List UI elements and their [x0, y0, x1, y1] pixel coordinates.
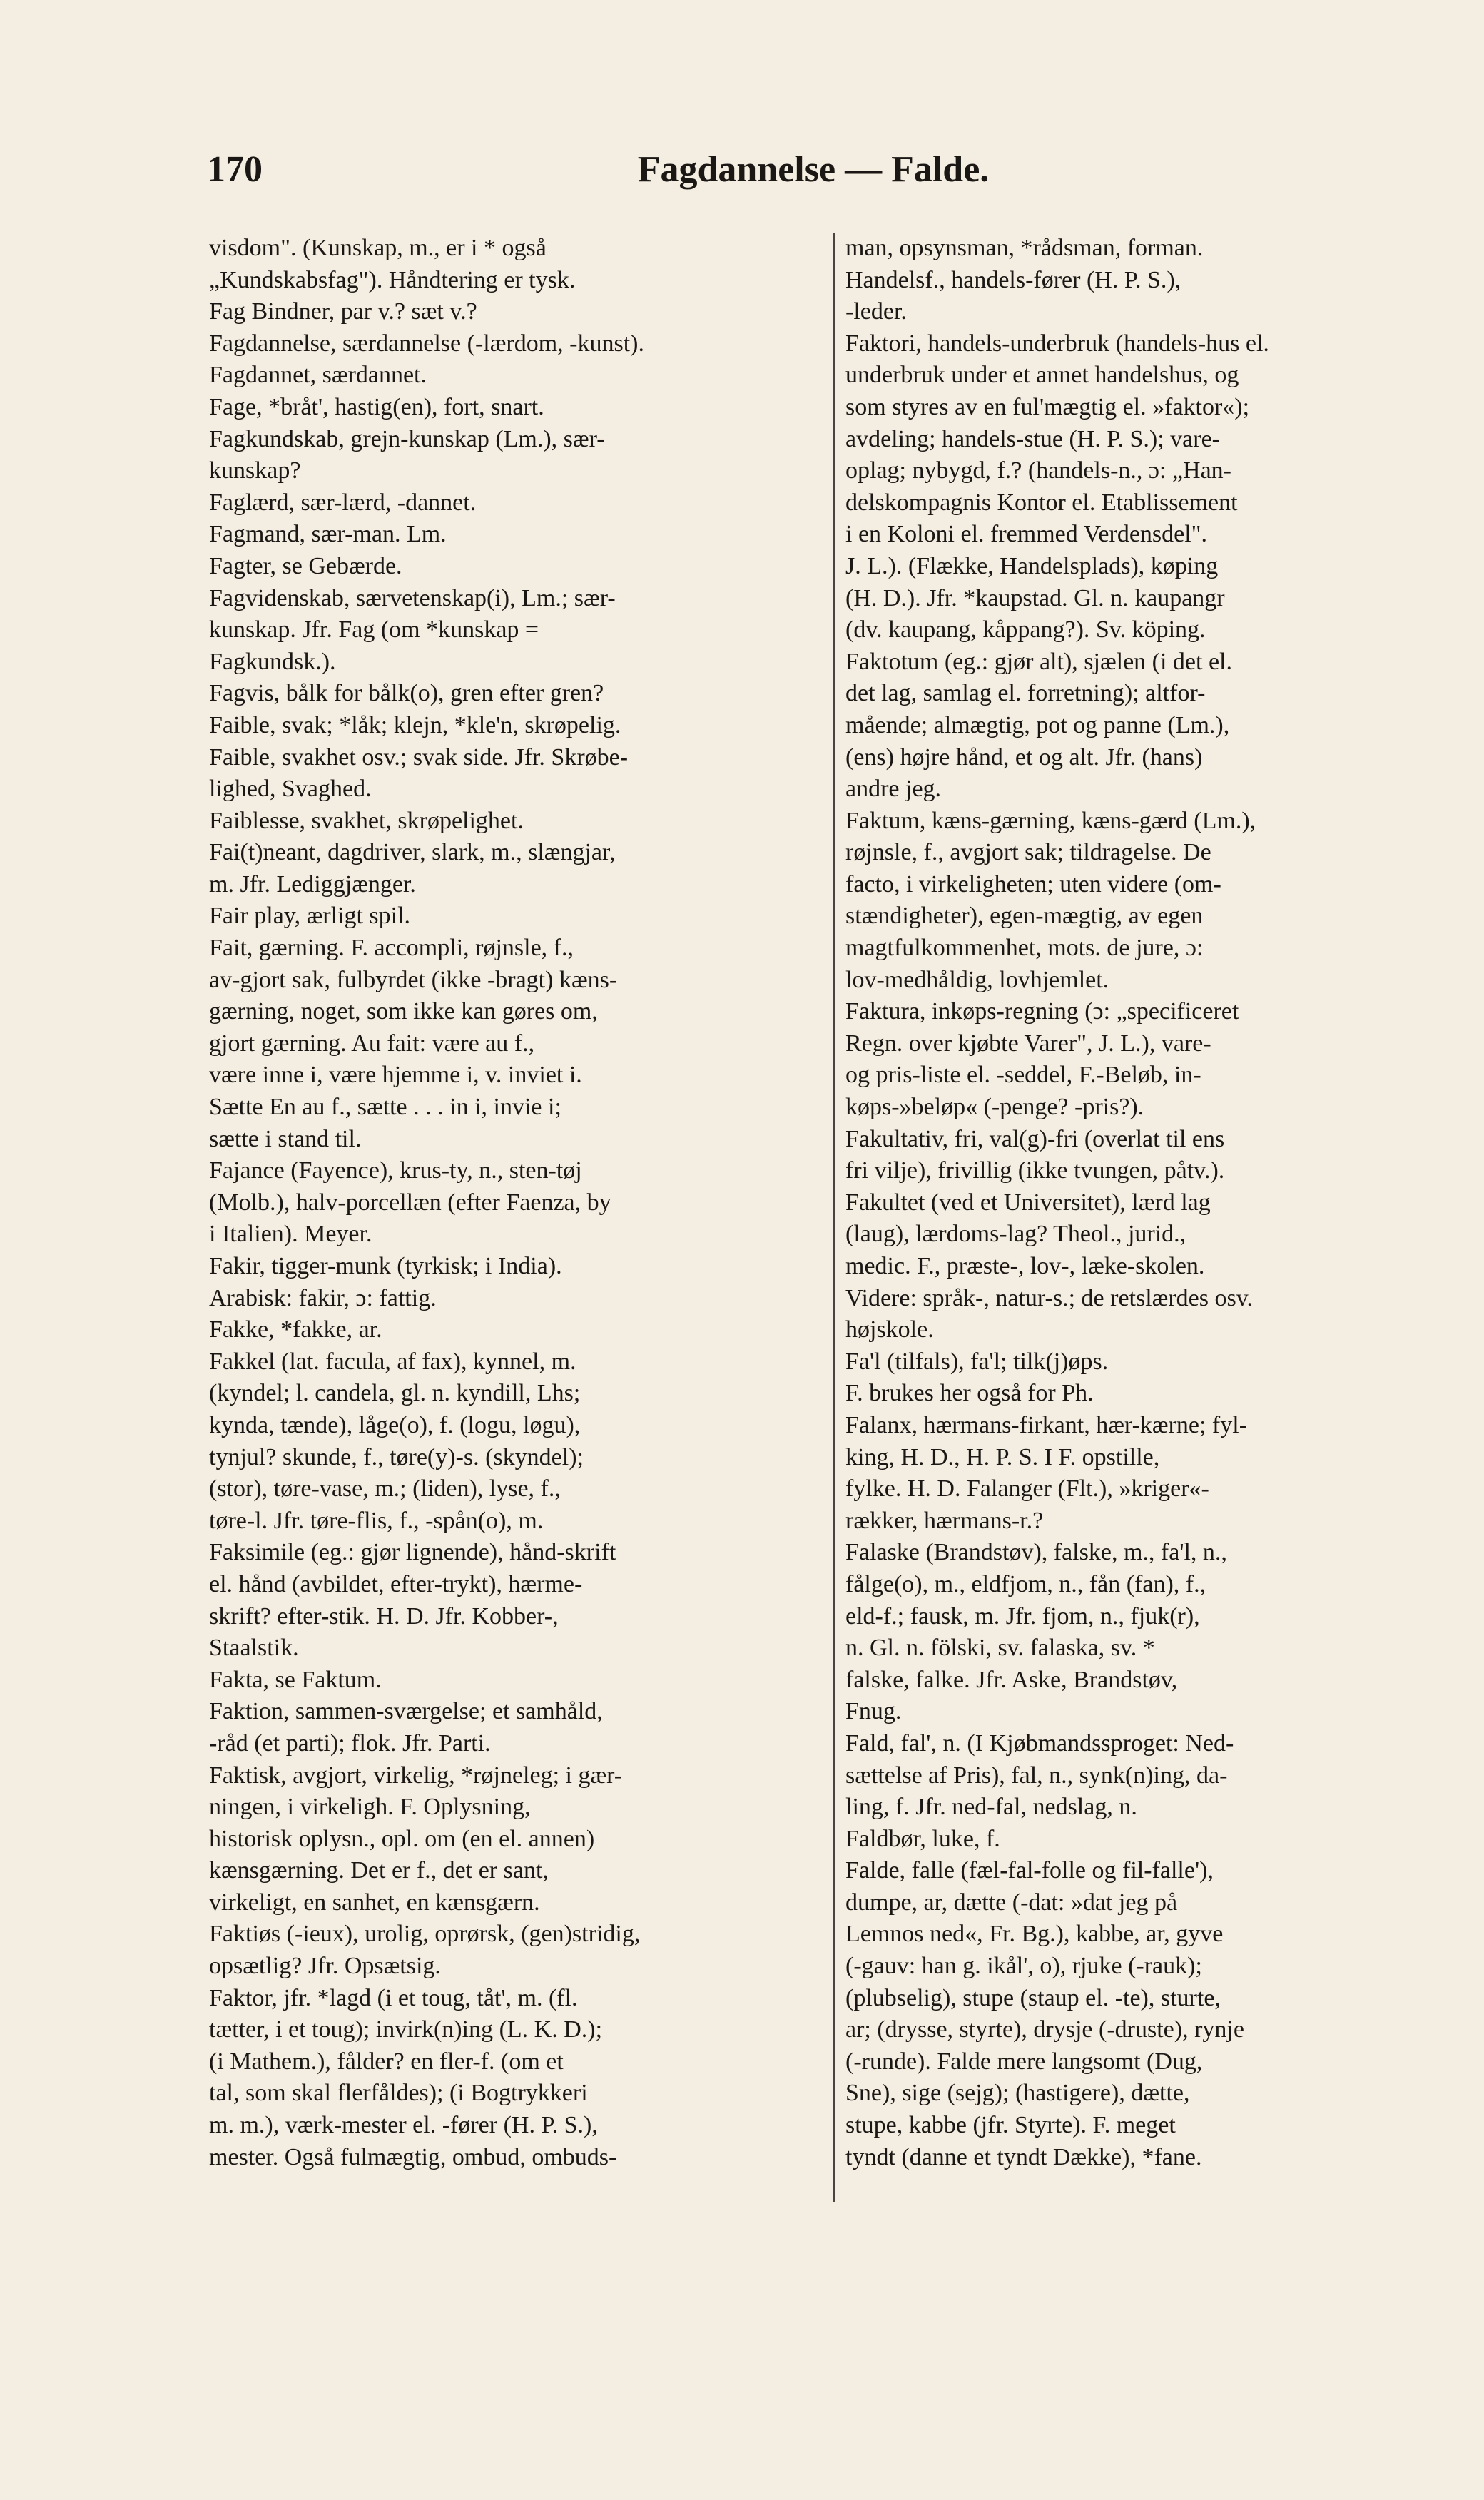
text-line: Fage, *bråt', hastig(en), fort, snart.	[209, 393, 544, 420]
text-line: dumpe, ar, dætte (-dat: »dat jeg på	[845, 1889, 1178, 1916]
text-line: (laug), lærdoms-lag? Theol., jurid.,	[845, 1221, 1186, 1248]
text-line: magtfulkommenhet, mots. de jure, ɔ:	[845, 935, 1204, 962]
text-line: Faktura, inkøps-regning (ɔ: „specificeret	[845, 998, 1239, 1025]
text-line: Fagvidenskab, særvetenskap(i), Lm.; sær-	[209, 584, 616, 611]
text-line: (stor), tøre-vase, m.; (liden), lyse, f.,	[209, 1475, 561, 1503]
text-line: Faiblesse, svakhet, skrøpelighet.	[209, 807, 524, 834]
text-line: i en Koloni el. fremmed Verdensdel".	[845, 521, 1208, 548]
text-line: J. L.). (Flække, Handelsplads), køping	[845, 552, 1219, 579]
text-line: Lemnos ned«, Fr. Bg.), kabbe, ar, gyve	[845, 1921, 1224, 1948]
text-line: (plubselig), stupe (staup el. -te), sturte,	[845, 1984, 1221, 2011]
text-line: Faktum, kæns-gærning, kæns-gærd (Lm.),	[845, 807, 1256, 834]
text-line: facto, i virkeligheten; uten videre (om-	[845, 870, 1221, 898]
text-line: tyndt (danne et tyndt Dække), *fane.	[845, 2143, 1202, 2170]
text-line: det lag, samlag el. forretning); altfor-	[845, 680, 1206, 707]
text-line: fylke. H. D. Falanger (Flt.), »kriger«-	[845, 1475, 1209, 1503]
text-line: (i Mathem.), fålder? en fler-f. (om et	[209, 2048, 564, 2075]
text-line: lighed, Svaghed.	[209, 776, 372, 803]
text-line: Fakir, tigger-munk (tyrkisk; i India).	[209, 1253, 562, 1279]
text-line: (kyndel; l. candela, gl. n. kyndill, Lhs;	[209, 1380, 581, 1407]
text-line: Fakta, se Faktum.	[209, 1666, 382, 1693]
text-line: sættelse af Pris), fal, n., synk(n)ing, da-	[845, 1762, 1228, 1789]
text-line: Faglærd, sær-lærd, -dannet.	[209, 489, 477, 516]
text-line: højskole.	[845, 1316, 934, 1343]
text-line: Faksimile (eg.: gjør lignende), hånd-skrift	[209, 1539, 616, 1566]
text-line: tynjul? skunde, f., tøre(y)-s. (skyndel);	[209, 1443, 584, 1470]
text-line: Fagmand, sær-man. Lm.	[209, 521, 447, 548]
left-column	[209, 233, 830, 2173]
text-line: gærning, noget, som ikke kan gøres om,	[209, 998, 598, 1025]
page-title: Fagdannelse — Falde.	[637, 149, 990, 190]
text-line: ningen, i virkeligh. F. Oplysning,	[209, 1794, 531, 1821]
text-line: Fnug.	[845, 1698, 902, 1725]
text-line: medic. F., præste-, lov-, læke-skolen.	[845, 1253, 1205, 1279]
text-line: Fakultet (ved et Universitet), lærd lag	[845, 1189, 1211, 1216]
text-line: (-runde). Falde mere langsomt (Dug,	[845, 2048, 1203, 2075]
text-line: og pris-liste el. -seddel, F.-Beløb, in-	[845, 1062, 1201, 1089]
text-line: Faktion, sammen-sværgelse; et samhåld,	[209, 1698, 603, 1725]
text-line: historisk oplysn., opl. om (en el. annen)	[209, 1825, 595, 1852]
text-line: Fair play, ærligt spil.	[209, 903, 411, 930]
page-number: 170	[207, 149, 263, 190]
text-line: gjort gærning. Au fait: være au f.,	[209, 1030, 535, 1057]
text-line: m. Jfr. Lediggjænger.	[209, 870, 416, 898]
text-line: tætter, i et toug); invirk(n)ing (L. K. D.);	[209, 2016, 603, 2043]
text-line: kunskap. Jfr. Fag (om *kunskap =	[209, 616, 539, 644]
text-line: „Kundskabsfag"). Håndtering er tysk.	[209, 266, 576, 293]
text-line: Faible, svak; *låk; klejn, *kle'n, skrøpelig.	[209, 711, 621, 738]
text-line: (dv. kaupang, kåppang?). Sv. köping.	[845, 616, 1206, 644]
text-line: Faktisk, avgjort, virkelig, *røjneleg; i gær-	[209, 1762, 623, 1789]
text-line: delskompagnis Kontor el. Etablissement	[845, 489, 1238, 516]
text-line: Falaske (Brandstøv), falske, m., fa'l, n.,	[845, 1539, 1227, 1566]
text-line: -leder.	[845, 298, 907, 325]
text-line: Sne), sige (sejg); (hastigere), dætte,	[845, 2080, 1190, 2107]
text-line: fålge(o), m., eldfjom, n., fån (fan), f.,	[845, 1570, 1206, 1597]
text-line: avdeling; handels-stue (H. P. S.); vare-	[845, 425, 1220, 452]
text-line: Faktiøs (-ieux), urolig, oprørsk, (gen)stridig,	[209, 1921, 641, 1948]
text-line: (Molb.), halv-porcellæn (efter Faenza, by	[209, 1189, 611, 1216]
text-line: Regn. over kjøbte Varer", J. L.), vare-	[845, 1030, 1211, 1057]
text-line: Arabisk: fakir, ɔ: fattig.	[209, 1284, 437, 1311]
text-line: kunskap?	[209, 457, 301, 484]
text-line: Fagdannelse, særdannelse (-lærdom, -kunst).	[209, 330, 644, 357]
text-line: Fagkundsk.).	[209, 648, 336, 675]
text-line: Faible, svakhet osv.; svak side. Jfr. Skrøbe-	[209, 743, 629, 771]
text-line: Staalstik.	[209, 1635, 299, 1662]
text-line: king, H. D., H. P. S. I F. opstille,	[845, 1443, 1160, 1470]
text-line: andre jeg.	[845, 776, 942, 803]
text-line: eld-f.; fausk, m. Jfr. fjom, n., fjuk(r),	[845, 1602, 1200, 1630]
text-line: Fa'l (tilfals), fa'l; tilk(j)øps.	[845, 1348, 1109, 1375]
text-line: Faktotum (eg.: gjør alt), sjælen (i det el.	[845, 648, 1233, 675]
text-line: el. hånd (avbildet, efter-trykt), hærme-	[209, 1570, 583, 1597]
text-line: n. Gl. n. fölski, sv. falaska, sv. *	[845, 1635, 1155, 1662]
text-line: Fald, fal', n. (I Kjøbmandssproget: Ned-	[845, 1729, 1234, 1757]
column-divider	[833, 233, 835, 2202]
text-line: ling, f. Jfr. ned-fal, nedslag, n.	[845, 1794, 1137, 1821]
text-line: Faktor, jfr. *lagd (i et toug, tåt', m. (fl.	[209, 1984, 578, 2011]
text-line: (ens) højre hånd, et og alt. Jfr. (hans)	[845, 743, 1203, 771]
right-column	[845, 233, 1445, 2173]
text-line: (-gauv: han g. ikål', o), rjuke (-rauk);	[845, 1953, 1202, 1980]
text-line: F. brukes her også for Ph.	[845, 1380, 1094, 1407]
text-line: man, opsynsman, *rådsman, forman.	[845, 235, 1204, 261]
text-line: i Italien). Meyer.	[209, 1221, 372, 1248]
text-line: Fag Bindner, par v.? sæt v.?	[209, 298, 477, 325]
text-line: tal, som skal flerfåldes); (i Bogtrykkeri	[209, 2080, 588, 2107]
text-line: rækker, hærmans-r.?	[845, 1507, 1044, 1534]
text-line: Falde, falle (fæl-fal-folle og fil-falle'),	[845, 1857, 1214, 1884]
text-line: Fagter, se Gebærde.	[209, 552, 402, 579]
text-line: oplag; nybygd, f.? (handels-n., ɔ: „Han-	[845, 457, 1231, 484]
text-line: falske, falke. Jfr. Aske, Brandstøv,	[845, 1666, 1178, 1693]
text-line: tøre-l. Jfr. tøre-flis, f., -spån(o), m.	[209, 1507, 544, 1534]
page-header	[207, 148, 1420, 198]
text-line: mester. Også fulmægtig, ombud, ombuds-	[209, 2143, 617, 2170]
text-line: stændigheter), egen-mægtig, av egen	[845, 903, 1204, 930]
text-line: underbruk under et annet handelshus, og	[845, 362, 1239, 389]
text-line: Fakkel (lat. facula, af fax), kynnel, m.	[209, 1348, 576, 1375]
text-line: Sætte En au f., sætte . . . in i, invie i;	[209, 1094, 561, 1121]
text-line: Fakke, *fakke, ar.	[209, 1316, 382, 1343]
text-line: være inne i, være hjemme i, v. inviet i.	[209, 1062, 582, 1089]
text-line: Fajance (Fayence), krus-ty, n., sten-tøj	[209, 1157, 582, 1184]
text-line: fri vilje), frivillig (ikke tvungen, påtv.).	[845, 1157, 1225, 1184]
text-line: (H. D.). Jfr. *kaupstad. Gl. n. kaupangr	[845, 584, 1225, 611]
text-line: m. m.), værk-mester el. -fører (H. P. S.),	[209, 2112, 598, 2139]
text-line: Fait, gærning. F. accompli, røjnsle, f.,	[209, 935, 574, 962]
text-line: visdom". (Kunskap, m., er i * også	[209, 235, 547, 261]
text-line: virkeligt, en sanhet, en kænsgærn.	[209, 1889, 540, 1916]
text-line: røjnsle, f., avgjort sak; tildragelse. De	[845, 839, 1211, 866]
text-line: opsætlig? Jfr. Opsætsig.	[209, 1953, 441, 1980]
text-line: -råd (et parti); flok. Jfr. Parti.	[209, 1729, 491, 1757]
text-line: skrift? efter-stik. H. D. Jfr. Kobber-,	[209, 1602, 559, 1630]
text-line: køps-»beløp« (-penge? -pris?).	[845, 1094, 1144, 1121]
text-line: stupe, kabbe (jfr. Styrte). F. meget	[845, 2112, 1176, 2139]
text-line: kænsgærning. Det er f., det er sant,	[209, 1857, 549, 1884]
text-line: Fai(t)neant, dagdriver, slark, m., slængjar,	[209, 839, 616, 866]
text-line: Videre: språk-, natur-s.; de retslærdes osv.	[845, 1284, 1254, 1311]
text-line: mående; almægtig, pot og panne (Lm.),	[845, 711, 1230, 738]
text-line: Faktori, handels-underbruk (handels-hus el.	[845, 330, 1269, 357]
text-line: Falanx, hærmans-firkant, hær-kærne; fyl-	[845, 1411, 1248, 1438]
text-line: ar; (drysse, styrte), drysje (-druste), rynje	[845, 2016, 1244, 2043]
text-line: av-gjort sak, fulbyrdet (ikke -bragt) kæns-	[209, 966, 618, 993]
text-line: sætte i stand til.	[209, 1125, 362, 1152]
text-line: Fagdannet, særdannet.	[209, 362, 427, 389]
text-line: Handelsf., handels-fører (H. P. S.),	[845, 266, 1181, 293]
text-line: Fagkundskab, grejn-kunskap (Lm.), sær-	[209, 425, 605, 452]
text-line: Faldbør, luke, f.	[845, 1825, 1000, 1852]
text-line: Fagvis, bålk for bålk(o), gren efter gren?	[209, 680, 604, 707]
text-line: Fakultativ, fri, val(g)-fri (overlat til ens	[845, 1125, 1225, 1152]
text-line: lov-medhåldig, lovhjemlet.	[845, 966, 1109, 993]
text-line: kynda, tænde), låge(o), f. (logu, løgu),	[209, 1411, 581, 1438]
text-line: som styres av en ful'mægtig el. »faktor«);	[845, 393, 1250, 420]
